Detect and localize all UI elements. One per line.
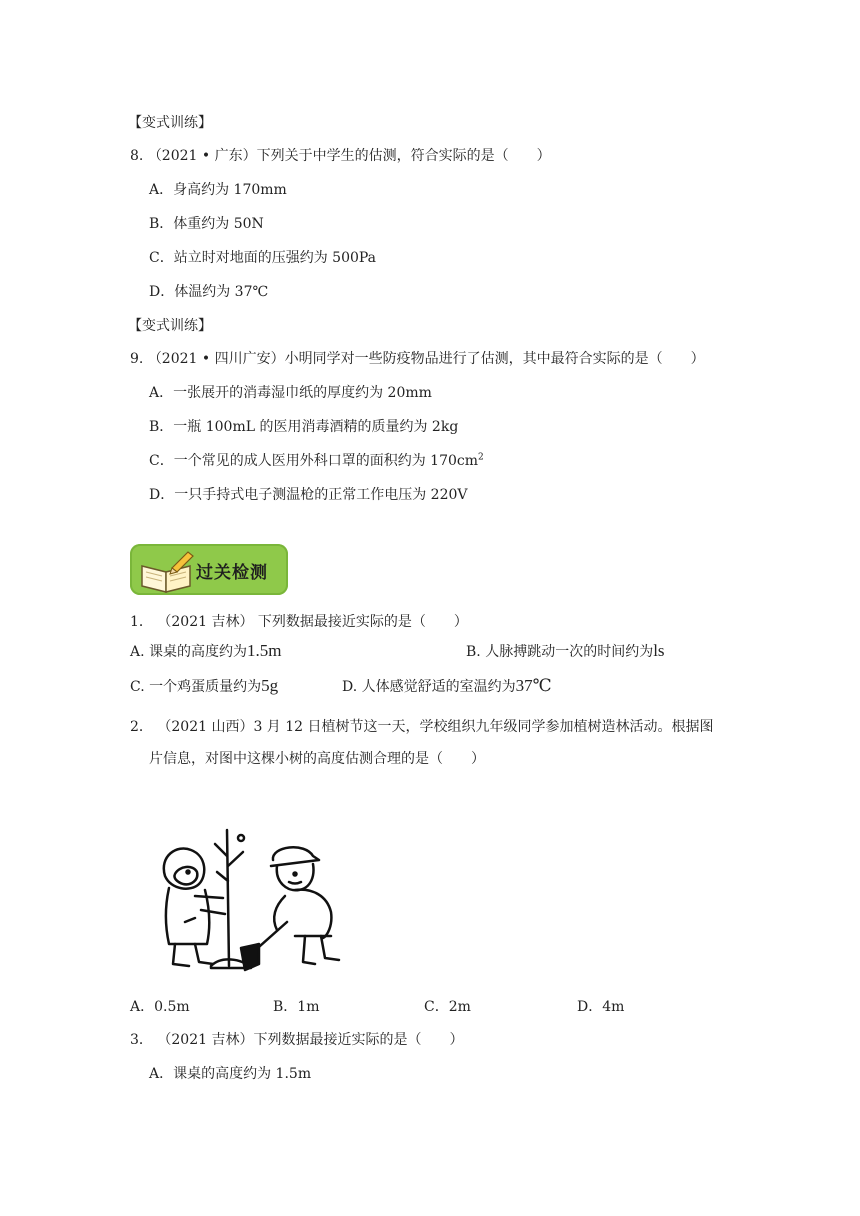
option-b: B．1m bbox=[273, 999, 320, 1015]
option-c bbox=[149, 451, 484, 471]
question-number: 8. bbox=[130, 148, 144, 164]
option-a: A. 课桌的高度约为1.5m bbox=[130, 641, 282, 660]
option-c-value: 5g bbox=[261, 676, 279, 695]
option-d: D. 人体感觉舒适的室温约为37℃ bbox=[342, 676, 552, 695]
question-text-line1: （2021 山西）3 月 12 日植树节这一天，学校组织九年级同学参加植树造林活动。根据图 bbox=[157, 719, 714, 735]
option-d: D．体温约为 37℃ bbox=[149, 284, 269, 300]
option-b-value: ls bbox=[653, 641, 665, 660]
question-text: （2021 • 广东）下列关于中学生的估测，符合实际的是（ ） bbox=[147, 148, 551, 164]
option-a: A．身高约为 170mm bbox=[149, 182, 287, 198]
question-text: （2021 吉林） 下列数据最接近实际的是（ ） bbox=[157, 614, 468, 630]
option-b: B．体重约为 50N bbox=[149, 216, 264, 232]
option-a: A．课桌的高度约为 1.5m bbox=[149, 1066, 312, 1082]
question-number: 3． bbox=[130, 1032, 153, 1048]
tree-planting-illustration bbox=[155, 826, 350, 978]
question-text: （2021 吉林）下列数据最接近实际的是（ ） bbox=[157, 1032, 464, 1048]
option-a: A．0.5m bbox=[130, 999, 190, 1015]
option-c-text: C．一个常见的成人医用外科口罩的面积约为 170cm bbox=[149, 453, 478, 469]
option-c: C. 一个鸡蛋质量约为5g bbox=[130, 676, 279, 695]
option-d: D．4m bbox=[577, 999, 625, 1015]
question-number: 9. bbox=[130, 351, 144, 367]
question-8 bbox=[130, 146, 551, 166]
option-c: C．站立时对地面的压强约为 500Pa bbox=[149, 250, 377, 266]
question-number: 2． bbox=[130, 719, 153, 735]
option-d: D．一只手持式电子测温枪的正常工作电压为 220V bbox=[149, 487, 468, 503]
option-b: B．一瓶 100mL 的医用消毒酒精的质量约为 2kg bbox=[149, 419, 459, 435]
section-heading: 【变式训练】 bbox=[128, 318, 212, 334]
test-question-2 bbox=[130, 717, 714, 737]
option-a: A．一张展开的消毒湿巾纸的厚度约为 20mm bbox=[149, 385, 432, 401]
superscript: 2 bbox=[478, 452, 484, 463]
banner-title: 过关检测 bbox=[196, 563, 268, 583]
test-question-3 bbox=[130, 1030, 463, 1050]
question-number: 1． bbox=[130, 614, 153, 630]
question-text: （2021 • 四川广安）小明同学对一些防疫物品进行了估测，其中最符合实际的是（ ） bbox=[147, 351, 705, 367]
test-question-1 bbox=[130, 612, 468, 632]
section-heading: 【变式训练】 bbox=[128, 115, 212, 131]
option-b: B. 人脉搏跳动一次的时间约为ls bbox=[466, 641, 665, 660]
question-9 bbox=[130, 349, 705, 369]
option-d-value: 37℃ bbox=[515, 676, 552, 695]
section-banner bbox=[130, 544, 288, 595]
question-text-line2: 片信息，对图中这棵小树的高度估测合理的是（ ） bbox=[149, 751, 485, 767]
book-pencil-icon bbox=[138, 548, 198, 594]
option-c: C．2m bbox=[424, 999, 471, 1015]
option-a-value: 1.5m bbox=[247, 641, 282, 660]
